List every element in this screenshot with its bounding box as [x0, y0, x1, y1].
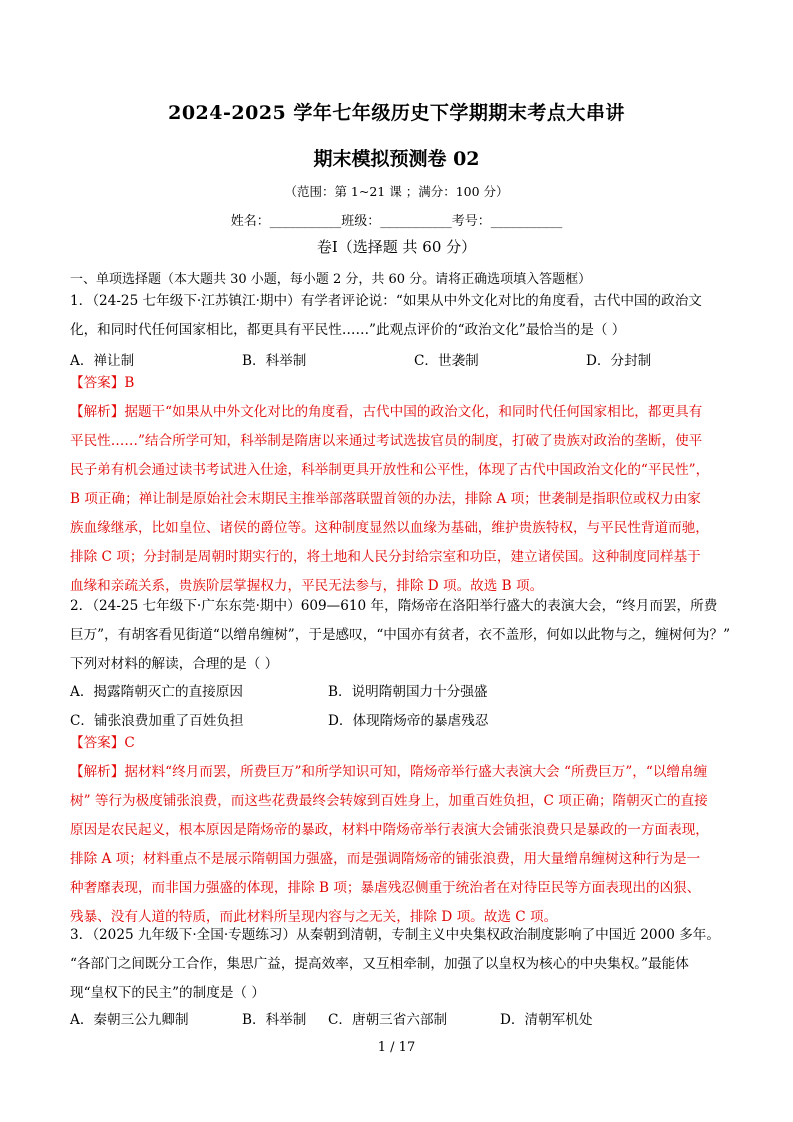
exam-range: （范围：第 1~21 课 ；满分：100 分） [284, 184, 509, 199]
option-c: C．铺张浪费加重了百姓负担 [70, 713, 244, 729]
page-number: 1 / 17 [377, 1040, 416, 1055]
question-3-stem [70, 921, 724, 1008]
option-a: A．秦朝三公九卿制 [70, 1012, 189, 1028]
option-b: B．科举制 [242, 353, 307, 369]
question-1-analysis [70, 398, 724, 601]
question-line: 1．（24-25 七年级下·江苏镇江·期中）有学者评论说：“如果从中外文化对比的角度看，古代中国的政治文 [70, 293, 702, 309]
student-info-fields: 姓名：___________班级：___________考号：___________ [230, 214, 563, 229]
option-a: A．禅让制 [70, 353, 135, 369]
analysis-line: 排除 A 项；材料重点不是展示隋朝国力强盛，而是强调隋炀帝的铺张浪费，用大量缯帛缠树这种行为是一 [70, 851, 701, 867]
option-d: D．分封制 [586, 353, 652, 369]
option-d: D．体现隋炀帝的暴虐残忍 [328, 713, 489, 729]
option-d: D．清朝军机处 [500, 1012, 593, 1028]
question-line: 2．（24-25 七年级下·广东东莞·期中）609—610 年，隋炀帝在洛阳举行盛大的表演大会，“终月而罢，所费 [70, 598, 718, 614]
answer-line: 【答案】C [70, 735, 135, 751]
analysis-line: 原因是农民起义，根本原因是隋炀帝的暴政，材料中隋炀帝举行表演大会铺张浪费只是暴政的一方面表现， [70, 822, 709, 838]
question-1-stem [70, 287, 724, 345]
analysis-line: 血缘和亲疏关系，贵族阶层掌握权力，平民无法参与，排除 D 项。故选 B 项。 [70, 578, 544, 594]
question-line: 巨万”，有胡客看见街道“以缯帛缠树”，于是感叹，“中国亦有贫者，衣不盖形，何如以此物与之，缠树何为？” [70, 627, 731, 643]
analysis-line: 残暴、没有人道的特质，而此材料所呈现内容与之无关，排除 D 项。故选 C 项。 [70, 909, 558, 925]
analysis-line: 民子弟有机会通过读书考试进入仕途，科举制更具开放性和公平性，体现了古代中国政治文化的“平民性”， [70, 462, 710, 478]
question-line: “各部门之间既分工合作，集思广益，提高效率，又互相牵制，加强了以皇权为核心的中央集权。”最能体 [70, 956, 689, 972]
analysis-line: 【解析】据题干“如果从中外文化对比的角度看，古代中国的政治文化，和同时代任何国家相比，都更具有 [70, 404, 703, 420]
analysis-line: 种奢靡表现，而非国力强盛的体现，排除 B 项；暴虐残忍侧重于统治者在对待臣民等方面表现出的凶狠、 [70, 880, 701, 896]
question-2-answer [70, 729, 724, 758]
analysis-line: 平民性……”结合所学可知，科举制是隋唐以来通过考试选拔官员的制度，打破了贵族对政治的垄断，使平 [70, 433, 703, 449]
question-line: 化，和同时代任何国家相比，都更具有平民性……”此观点评价的“政治文化”最恰当的是（ ） [70, 322, 626, 338]
question-1-options [70, 349, 724, 369]
answer-line: 【答案】B [70, 375, 135, 391]
option-c: C．世袭制 [414, 353, 479, 369]
option-b: B．说明隋朝国力十分强盛 [328, 684, 488, 700]
question-3-options [70, 1008, 724, 1028]
question-2-stem [70, 592, 731, 679]
analysis-line: B 项正确；禅让制是原始社会末期民主推举部落联盟首领的办法，排除 A 项；世袭制是指职位或权力由家 [70, 491, 701, 507]
option-a: A．揭露隋朝灭亡的直接原因 [70, 684, 243, 700]
question-line: 现“皇权下的民主”的制度是（ ） [70, 985, 265, 1001]
question-2-options-row-2 [70, 709, 724, 729]
section-heading: 一、单项选择题（本大题共 30 小题，每小题 2 分，共 60 分。请将正确选项填入答题框） [70, 272, 592, 287]
analysis-line: 树” 等行为极度铺张浪费，而这些花费最终会转嫁到百姓身上，加重百姓负担，C 项正确；隋朝灭亡的直接 [70, 793, 708, 809]
question-line: 下列对材料的解读，合理的是（ ） [70, 656, 279, 672]
page-subtitle: 期末模拟预测卷 02 [313, 148, 480, 170]
analysis-line: 排除 C 项；分封制是周朝时期实行的，将土地和人民分封给宗室和功臣，建立诸侯国。这种制度同样基于 [70, 549, 701, 565]
volume-heading: 卷Ⅰ（选择题 共 60 分） [316, 238, 477, 256]
question-line: 3．（2025 九年级下·全国·专题练习）从秦朝到清朝，专制主义中央集权政治制度影响了中国近 2000 多年。 [70, 927, 720, 943]
option-c: C．唐朝三省六部制 [328, 1012, 448, 1028]
page-title: 2024-2025 学年七年级历史下学期期末考点大串讲 [168, 102, 625, 124]
question-2-options-row-1 [70, 680, 724, 700]
question-2-analysis [70, 758, 724, 932]
analysis-line: 【解析】据材料“终月而罢，所费巨万”和所学知识可知，隋炀帝举行盛大表演大会 “所费巨万”，“以缯帛缠 [70, 764, 708, 780]
question-1-answer [70, 369, 724, 398]
option-b: B．科举制 [242, 1012, 307, 1028]
analysis-line: 族血缘继承，比如皇位、诸侯的爵位等。这种制度显然以血缘为基础，维护贵族特权，与平民性背道而驰， [70, 520, 709, 536]
